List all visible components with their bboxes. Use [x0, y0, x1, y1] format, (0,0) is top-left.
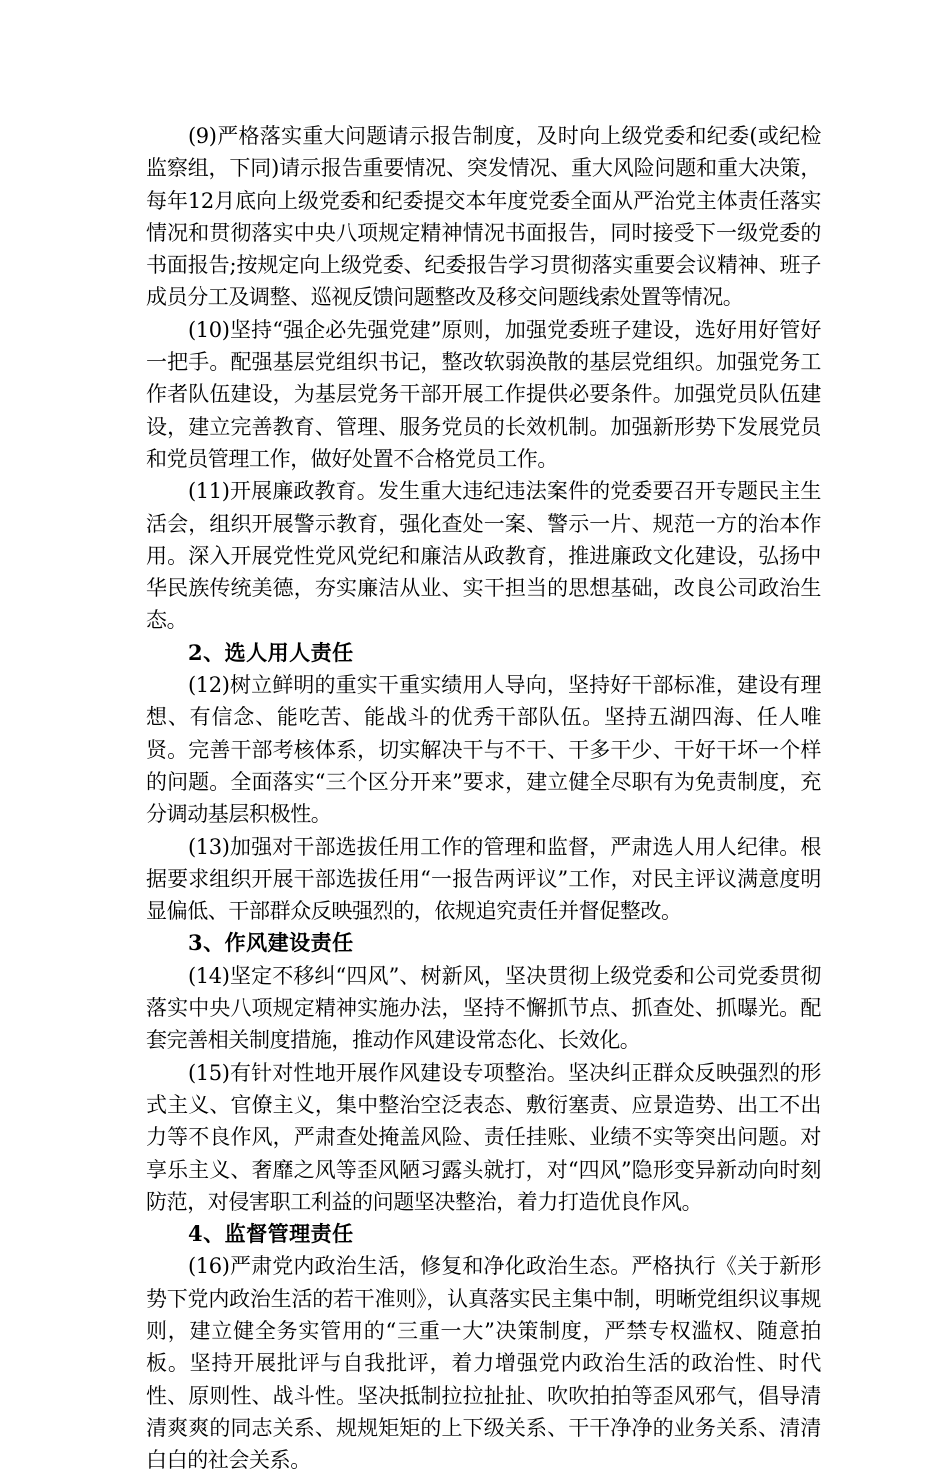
clause-9: (9)严格落实重大问题请示报告制度，及时向上级党委和纪委(或纪检监察组，下同)请示报告重要情况、突发情况、重大风险问题和重大决策，每年12月底向上级党委和纪委提交本年度党委全面从严治党主体责任落实情况和贯彻落实中央八项规定精神情况书面报告，同时接受下一级党委的书面报告;按规定向上级党委、纪委报告学习贯彻落实重要会议精神、班子成员分工及调整、巡视反馈问题整改及移交问题线索处置等情况。 [146, 124, 821, 310]
clause-13: (13)加强对干部选拔任用工作的管理和监督，严肃选人用人纪律。根据要求组织开展干部选拔任用“一报告两评议”工作，对民主评议满意度明显偏低、干部群众反映强烈的，依规追究责任并督促整改。 [146, 834, 821, 924]
clause-12: (12)树立鲜明的重实干重实绩用人导向，坚持好干部标准，建设有理想、有信念、能吃苦、能战斗的优秀干部队伍。坚持五湖四海、任人唯贤。完善干部考核体系，切实解决干与不干、干多干少、干好干坏一个样的问题。全面落实“三个区分开来”要求，建立健全尽职有为免责制度，充分调动基层积极性。 [146, 673, 821, 827]
section-2-heading: 2、选人用人责任 [188, 639, 354, 665]
clause-14: (14)坚定不移纠“四风”、树新风，坚决贯彻上级党委和公司党委贯彻落实中央八项规定精神实施办法，坚持不懈抓节点、抓查处、抓曝光。配套完善相关制度措施，推动作风建设常态化、长效化。 [146, 963, 821, 1053]
section-3-heading: 3、作风建设责任 [188, 930, 354, 956]
clause-11: (11)开展廉政教育。发生重大违纪违法案件的党委要召开专题民主生活会，组织开展警示教育，强化查处一案、警示一片、规范一方的治本作用。深入开展党性党风党纪和廉洁从政教育，推进廉政文化建设，弘扬中华民族传统美德，夯实廉洁从业、实干担当的思想基础，改良公司政治生态。 [146, 479, 821, 633]
section-4-heading: 4、监督管理责任 [188, 1221, 354, 1247]
clause-15: (15)有针对性地开展作风建设专项整治。坚决纠正群众反映强烈的形式主义、官僚主义，集中整治空泛表态、敷衍塞责、应景造势、出工不出力等不良作风，严肃查处掩盖风险、责任挂账、业绩不实等突出问题。对享乐主义、奢靡之风等歪风陋习露头就打，对“四风”隐形变异新动向时刻防范，对侵害职工利益的问题坚决整治，着力打造优良作风。 [146, 1060, 821, 1214]
clause-16: (16)严肃党内政治生活，修复和净化政治生态。严格执行《关于新形势下党内政治生活的若干准则》，认真落实民主集中制，明晰党组织议事规则，建立健全务实管用的“三重一大”决策制度，严禁专权滥权、随意拍板。坚持开展批评与自我批评，着力增强党内政治生活的政治性、时代性、原则性、战斗性。坚决抵制拉拉扯扯、吹吹拍拍等歪风邪气，倡导清清爽爽的同志关系、规规矩矩的上下级关系、干干净净的业务关系、清清白白的社会关系。 [146, 1254, 821, 1473]
document-body [146, 120, 821, 1476]
clause-10: (10)坚持“强企必先强党建”原则，加强党委班子建设，选好用好管好一把手。配强基层党组织书记，整改软弱涣散的基层党组织。加强党务工作者队伍建设，为基层党务干部开展工作提供必要条件。加强党员队伍建设，建立完善教育、管理、服务党员的长效机制。加强新形势下发展党员和党员管理工作，做好处置不合格党员工作。 [146, 317, 821, 471]
